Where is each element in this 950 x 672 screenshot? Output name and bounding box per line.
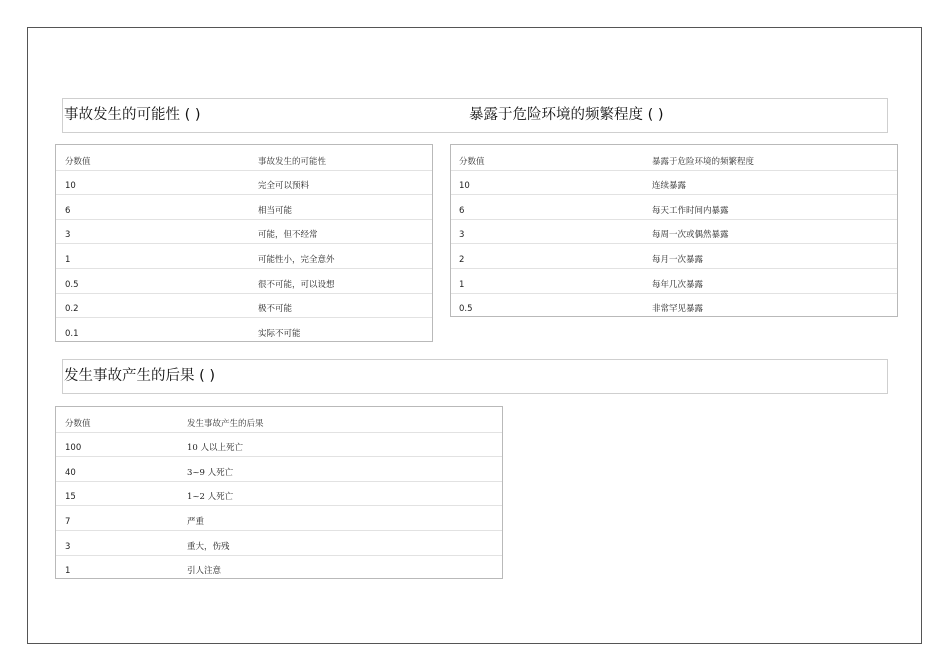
table-row (451, 243, 897, 268)
table-row (56, 317, 432, 342)
table-header-row (56, 407, 502, 432)
score-cell: 0.2 (65, 304, 79, 315)
table-row (56, 194, 432, 219)
score-cell: 1 (459, 279, 465, 290)
description-cell: 极不可能 (258, 304, 293, 315)
table-row (56, 456, 502, 481)
table-header-row (56, 145, 432, 170)
score-cell: 40 (65, 467, 76, 478)
consequence-heading: 发生事故产生的后果 ( ) (64, 368, 216, 384)
score-cell: 0.5 (65, 279, 79, 290)
description-cell: 很不可能，可以设想 (258, 279, 335, 290)
table-row (451, 170, 897, 195)
description-cell: 3~9 人死亡 (187, 467, 234, 478)
table-row (56, 268, 432, 293)
description-cell: 1~2 人死亡 (187, 492, 234, 503)
score-cell: 3 (65, 541, 71, 552)
description-cell: 可能，但不经常 (258, 230, 318, 241)
description-cell: 严重 (187, 516, 205, 527)
score-cell: 1 (65, 254, 71, 265)
description-cell: 可能性小，完全意外 (258, 254, 335, 265)
score-cell: 7 (65, 516, 71, 527)
header-description: 发生事故产生的后果 (187, 418, 264, 429)
score-cell: 3 (65, 230, 71, 241)
header-description: 事故发生的可能性 (258, 156, 327, 167)
description-cell: 每周一次或偶然暴露 (652, 230, 729, 241)
likelihood-heading: 事故发生的可能性 ( ) (64, 107, 201, 123)
score-cell: 15 (65, 492, 76, 503)
description-cell: 引人注意 (187, 566, 222, 577)
header-score: 分数值 (65, 156, 91, 167)
table-row (56, 555, 502, 580)
table-row (451, 293, 897, 318)
score-cell: 0.1 (65, 328, 79, 339)
score-cell: 2 (459, 254, 465, 265)
consequence-table (55, 406, 503, 579)
likelihood-table (55, 144, 433, 342)
description-cell: 完全可以预料 (258, 181, 310, 192)
score-cell: 6 (459, 205, 465, 216)
score-cell: 3 (459, 230, 465, 241)
description-cell: 相当可能 (258, 205, 293, 216)
description-cell: 每天工作时间内暴露 (652, 205, 729, 216)
header-score: 分数值 (65, 418, 91, 429)
description-cell: 重大，伤残 (187, 541, 230, 552)
table-row (451, 194, 897, 219)
table-row (56, 293, 432, 318)
description-cell: 非常罕见暴露 (652, 304, 704, 315)
exposure-heading: 暴露于危险环境的频繁程度 ( ) (469, 107, 664, 123)
table-row (451, 268, 897, 293)
table-row (56, 432, 502, 457)
table-row (56, 505, 502, 530)
table-row (56, 481, 502, 506)
table-header-row (451, 145, 897, 170)
description-cell: 每月一次暴露 (652, 254, 704, 265)
table-row (56, 530, 502, 555)
score-cell: 10 (459, 181, 470, 192)
score-cell: 6 (65, 205, 71, 216)
exposure-table (450, 144, 898, 317)
table-row (56, 243, 432, 268)
description-cell: 实际不可能 (258, 328, 301, 339)
description-cell: 10 人以上死亡 (187, 443, 244, 454)
table-row (56, 219, 432, 244)
score-cell: 100 (65, 443, 82, 454)
header-score: 分数值 (459, 156, 485, 167)
score-cell: 1 (65, 566, 71, 577)
description-cell: 每年几次暴露 (652, 279, 704, 290)
header-description: 暴露于危险环境的频繁程度 (652, 156, 755, 167)
score-cell: 0.5 (459, 304, 473, 315)
table-row (451, 219, 897, 244)
score-cell: 10 (65, 181, 76, 192)
table-row (56, 170, 432, 195)
description-cell: 连续暴露 (652, 181, 687, 192)
